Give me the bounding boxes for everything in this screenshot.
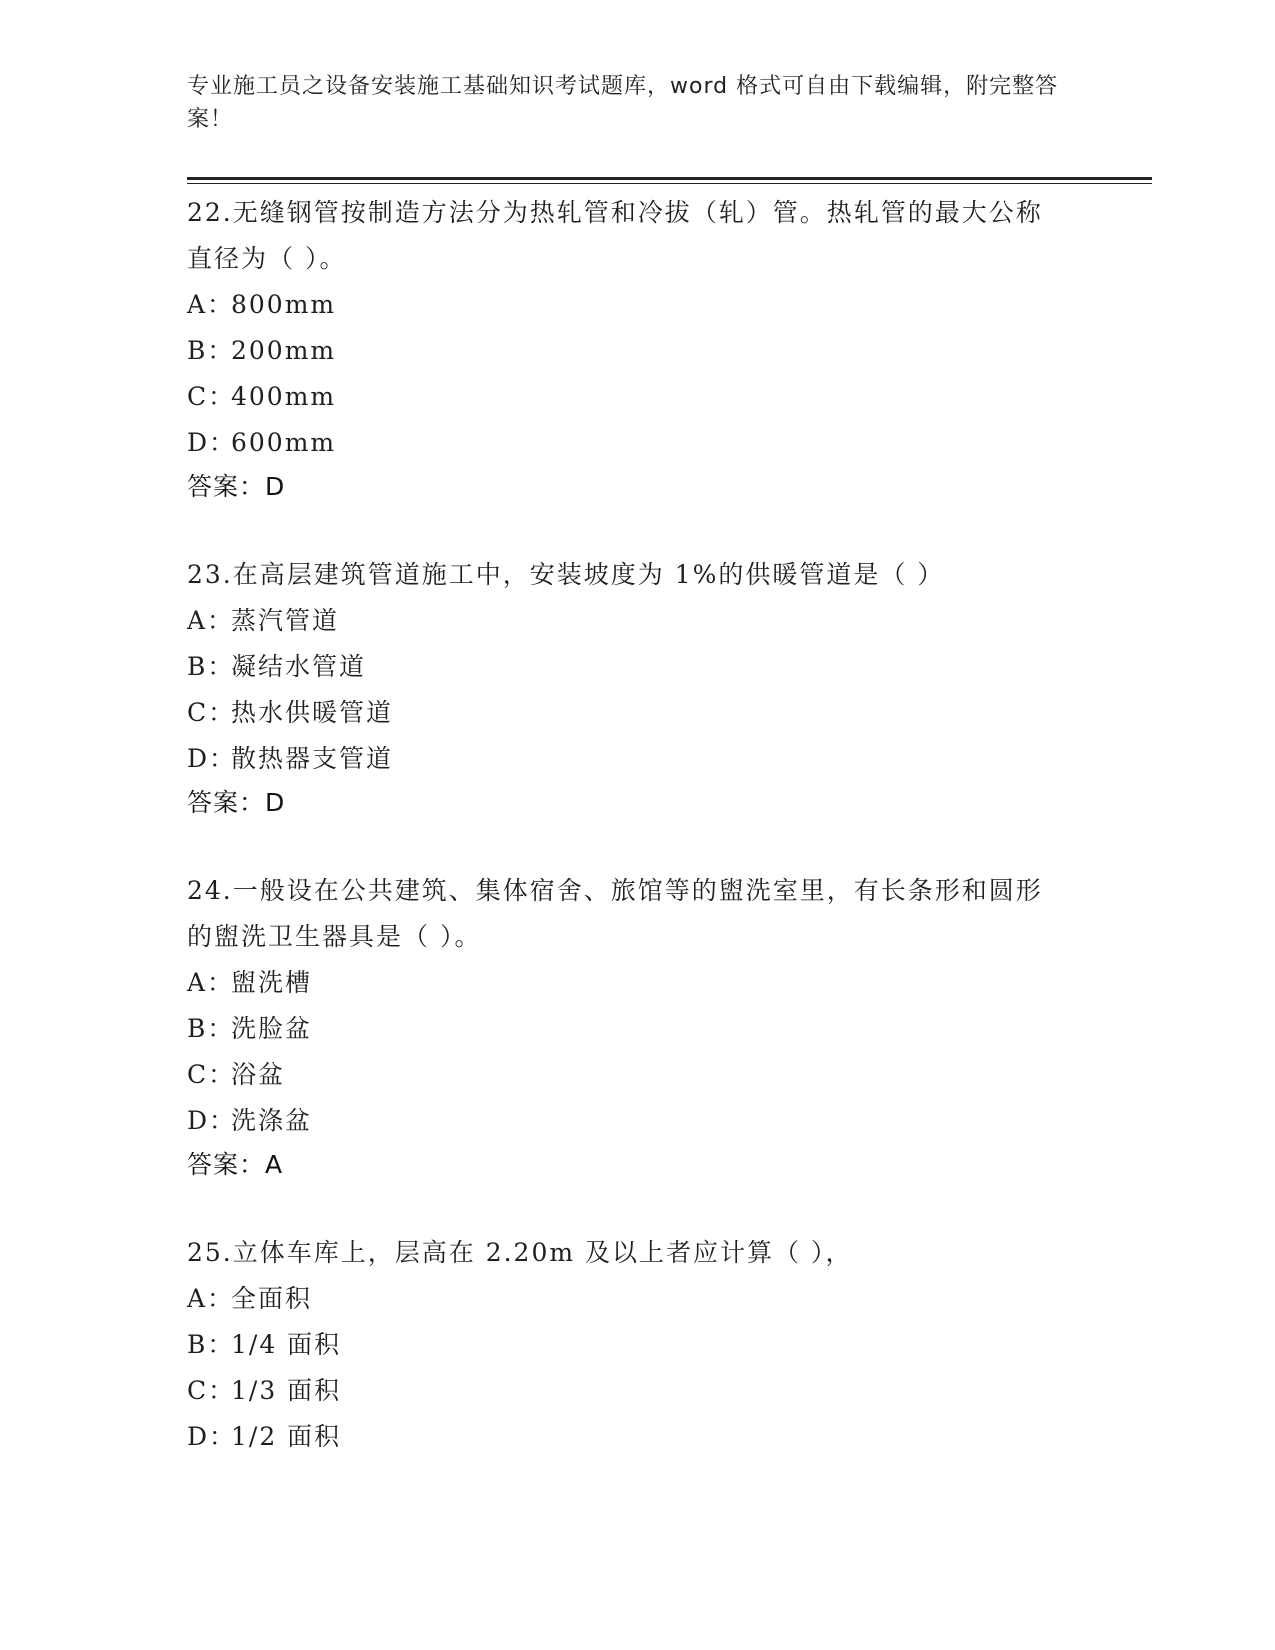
question-stem: 23.在高层建筑管道施工中，安装坡度为 1%的供暖管道是（ ） bbox=[187, 560, 945, 589]
option-c bbox=[187, 690, 1087, 736]
header-rule-thick bbox=[187, 177, 1152, 180]
answer-line: 答案：A bbox=[187, 1150, 284, 1179]
question-stem: 22.无缝钢管按制造方法分为热轧管和冷拔（轧）管。热轧管的最大公称直径为（ ）。 bbox=[187, 198, 1043, 273]
option-text: 1/2 面积 bbox=[231, 1422, 342, 1451]
option-text: 热水供暖管道 bbox=[231, 698, 394, 727]
option-text: 盥洗槽 bbox=[231, 968, 313, 997]
option-a bbox=[187, 598, 1087, 644]
option-key: B： bbox=[187, 1330, 235, 1359]
option-key: B： bbox=[187, 1014, 235, 1043]
option-key: D： bbox=[187, 744, 237, 773]
document-header: 专业施工员之设备安装施工基础知识考试题库，word 格式可自由下载编辑，附完整答案！ bbox=[187, 74, 1059, 132]
question-22 bbox=[187, 190, 1087, 508]
option-c bbox=[187, 1368, 1087, 1414]
option-key: D： bbox=[187, 428, 237, 457]
option-text: 浴盆 bbox=[231, 1060, 286, 1089]
option-key: A： bbox=[187, 968, 235, 997]
option-key: C： bbox=[187, 1060, 236, 1089]
question-23 bbox=[187, 552, 1087, 824]
answer-line: 答案：D bbox=[187, 472, 286, 501]
option-text: 1/3 面积 bbox=[231, 1376, 342, 1405]
option-a bbox=[187, 1276, 1087, 1322]
option-text: 凝结水管道 bbox=[231, 652, 367, 681]
option-a bbox=[187, 282, 1087, 328]
option-b bbox=[187, 644, 1087, 690]
option-key: D： bbox=[187, 1106, 237, 1135]
question-24 bbox=[187, 868, 1087, 1186]
option-b bbox=[187, 1322, 1087, 1368]
option-text: 400mm bbox=[231, 382, 337, 411]
option-text: 600mm bbox=[231, 428, 337, 457]
option-a bbox=[187, 960, 1087, 1006]
option-d bbox=[187, 1098, 1087, 1144]
question-list bbox=[187, 190, 1087, 1504]
option-text: 蒸汽管道 bbox=[231, 606, 340, 635]
answer-line: 答案：D bbox=[187, 788, 286, 817]
option-key: A： bbox=[187, 606, 235, 635]
option-text: 200mm bbox=[231, 336, 337, 365]
option-b bbox=[187, 1006, 1087, 1052]
option-d bbox=[187, 736, 1087, 782]
option-key: A： bbox=[187, 290, 235, 319]
option-d bbox=[187, 420, 1087, 466]
option-text: 1/4 面积 bbox=[231, 1330, 342, 1359]
option-c bbox=[187, 374, 1087, 420]
option-b bbox=[187, 328, 1087, 374]
option-key: B： bbox=[187, 336, 235, 365]
option-text: 洗脸盆 bbox=[231, 1014, 313, 1043]
question-stem: 24.一般设在公共建筑、集体宿舍、旅馆等的盥洗室里，有长条形和圆形的盥洗卫生器具是（ ）。 bbox=[187, 876, 1043, 951]
option-key: C： bbox=[187, 1376, 236, 1405]
question-stem: 25.立体车库上，层高在 2.20m 及以上者应计算（ ）， bbox=[187, 1238, 853, 1267]
option-key: B： bbox=[187, 652, 235, 681]
option-d bbox=[187, 1414, 1087, 1460]
option-key: A： bbox=[187, 1284, 235, 1313]
option-key: C： bbox=[187, 382, 236, 411]
option-key: D： bbox=[187, 1422, 237, 1451]
option-text: 全面积 bbox=[231, 1284, 313, 1313]
header-rule-thin bbox=[187, 183, 1152, 184]
option-text: 洗涤盆 bbox=[231, 1106, 313, 1135]
option-text: 散热器支管道 bbox=[231, 744, 394, 773]
question-25 bbox=[187, 1230, 1087, 1460]
option-c bbox=[187, 1052, 1087, 1098]
option-text: 800mm bbox=[231, 290, 337, 319]
option-key: C： bbox=[187, 698, 236, 727]
